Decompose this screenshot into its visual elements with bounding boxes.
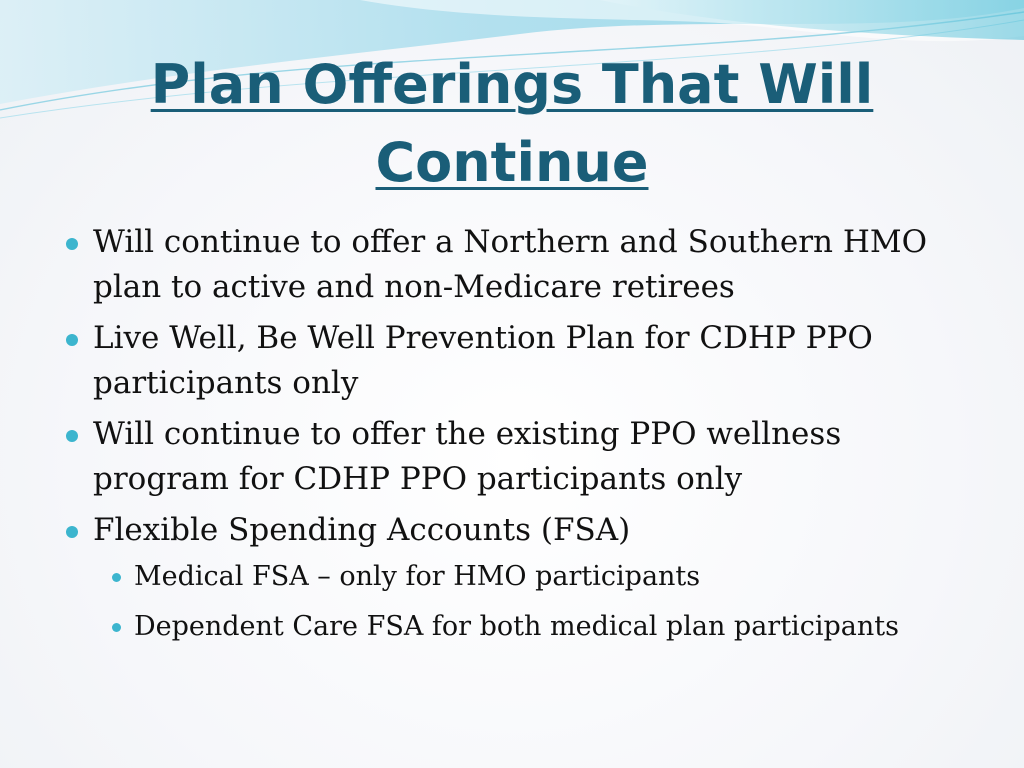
bullet-text: Flexible Spending Accounts (FSA) [93, 512, 631, 548]
bullet-text: Will continue to offer the existing PPO wellness program for CDHP PPO participants only [93, 416, 842, 497]
bullet-text: Live Well, Be Well Prevention Plan for CDHP PPO participants only [93, 320, 873, 401]
sub-bullet-item [93, 607, 962, 647]
bullet-dot-icon [112, 573, 121, 582]
bullet-item [62, 220, 962, 310]
bullet-dot-icon [66, 238, 78, 250]
sub-bullet-item [93, 557, 962, 597]
bullet-text: Will continue to offer a Northern and Southern HMO plan to active and non-Medicare retirees [93, 224, 928, 305]
bullet-item [62, 316, 962, 406]
slide-title: Plan Offerings That Will Continue [150, 53, 874, 194]
sub-bullet-text: Medical FSA – only for HMO participants [134, 561, 701, 592]
sub-bullet-list [93, 557, 962, 647]
bullet-dot-icon [112, 623, 121, 632]
bullet-dot-icon [66, 430, 78, 442]
bullet-item [62, 508, 962, 647]
bullet-dot-icon [66, 526, 78, 538]
bullet-dot-icon [66, 334, 78, 346]
bullet-item [62, 412, 962, 502]
bullet-list [62, 220, 962, 657]
sub-bullet-text: Dependent Care FSA for both medical plan participants [134, 611, 899, 642]
